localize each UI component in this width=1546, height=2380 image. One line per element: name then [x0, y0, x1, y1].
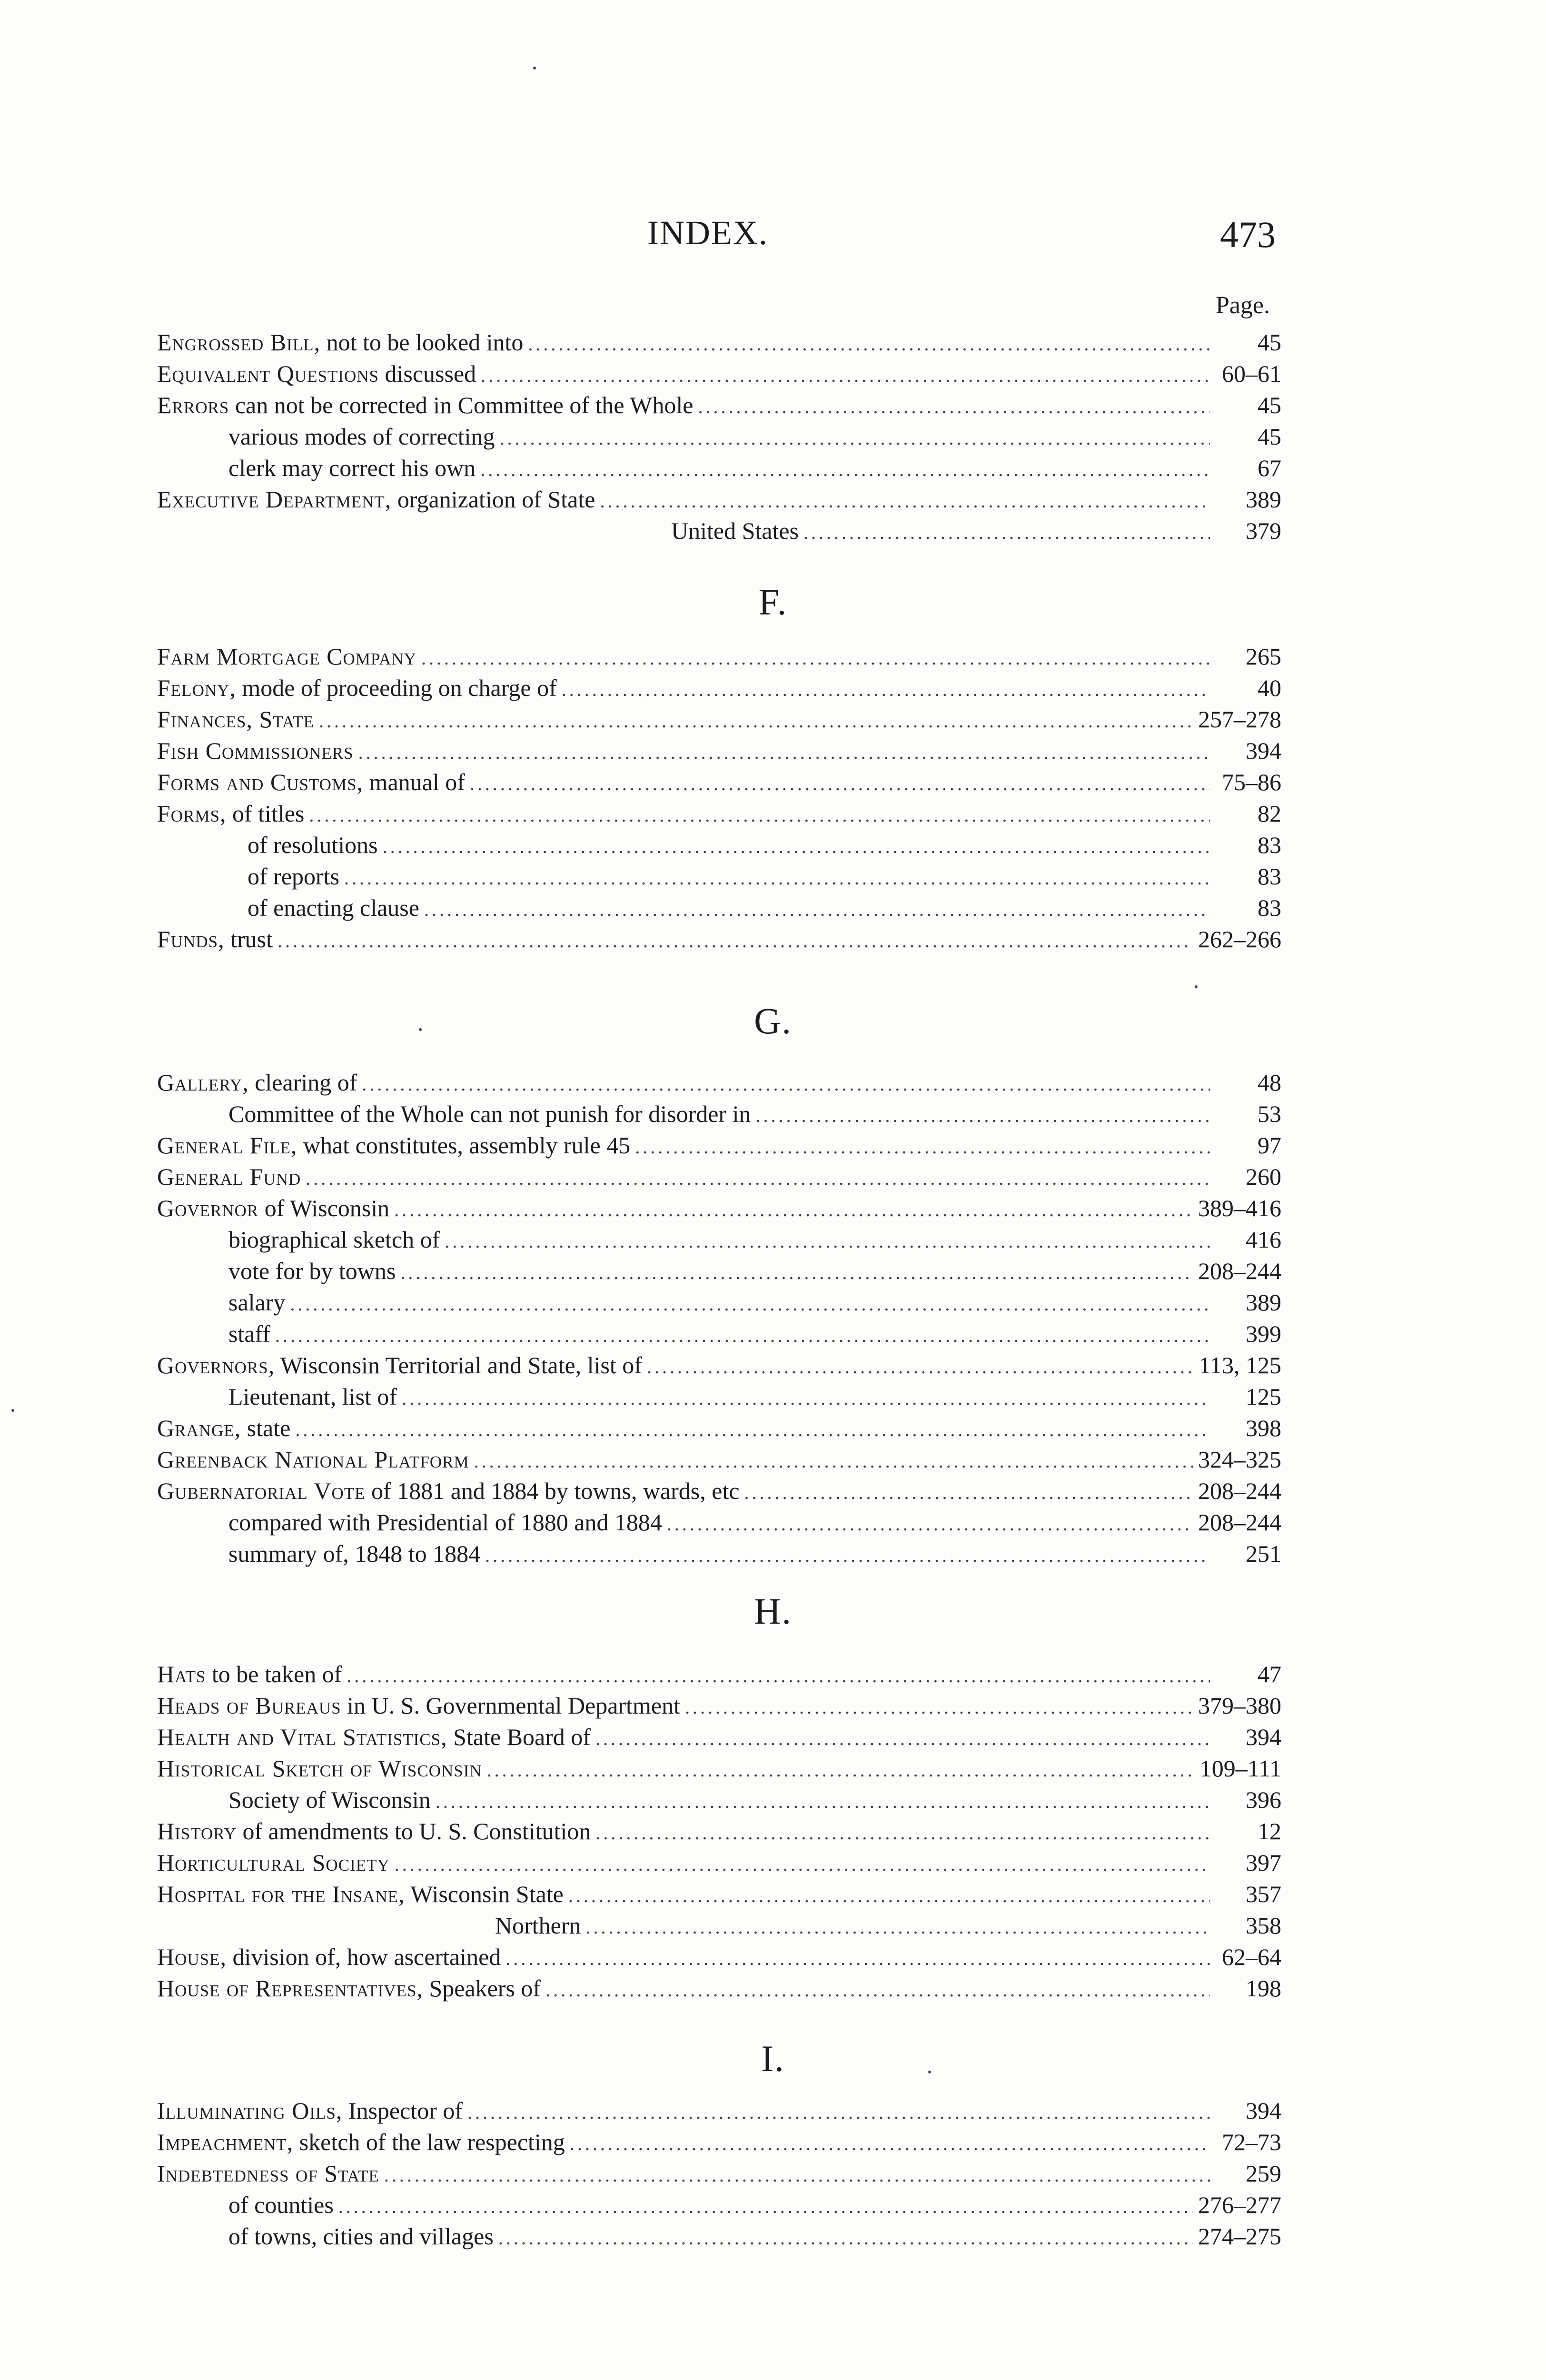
entry-text [157, 1477, 740, 1505]
dot-leader [500, 427, 1210, 449]
entry-heading: Farm Mortgage Company [157, 643, 416, 670]
entry-text [228, 1383, 397, 1410]
dot-leader [505, 1947, 1210, 1970]
entry-description: of resolutions [248, 832, 378, 858]
index-entry [157, 1257, 1281, 1289]
entry-page-number: 45 [1258, 329, 1281, 356]
dot-leader [319, 710, 1193, 732]
entry-heading: Health and Vital Statistics, [157, 1724, 447, 1750]
entry-heading: House of Representatives, [157, 1975, 423, 2002]
dot-leader [436, 1790, 1210, 1813]
index-section-g [157, 1069, 1281, 1571]
entry-text [248, 831, 378, 859]
entry-text [157, 674, 557, 702]
index-entry [157, 454, 1281, 486]
index-entry [157, 2160, 1281, 2191]
index-entry [157, 1289, 1281, 1320]
dot-leader [277, 930, 1193, 952]
entry-description: of Wisconsin [258, 1195, 390, 1221]
entry-page-number: 83 [1258, 863, 1281, 890]
entry-description: division of, how ascertained [227, 1944, 501, 1970]
dot-leader [306, 1167, 1210, 1190]
index-entry [157, 1755, 1281, 1786]
entry-text [157, 737, 354, 764]
index-entry [157, 705, 1281, 737]
entry-text [157, 2097, 463, 2124]
section-letter-h: H. [754, 1590, 792, 1632]
entry-description: Wisconsin State [405, 1881, 564, 1907]
entry-description: to be taken of [206, 1661, 342, 1687]
index-entry [157, 1660, 1281, 1692]
entry-heading: Greenback National Platform [157, 1446, 469, 1473]
entry-page-number: 389 [1246, 1289, 1281, 1316]
entry-text [228, 2191, 334, 2219]
dot-leader [647, 1356, 1194, 1378]
entry-page-number: 12 [1258, 1818, 1281, 1844]
entry-description: Lieutenant, list of [228, 1383, 397, 1410]
index-entry [157, 1383, 1281, 1414]
entry-text [495, 1912, 581, 1939]
entry-page-number: 45 [1258, 392, 1281, 418]
entry-page-number: 40 [1258, 674, 1281, 701]
index-entry [157, 360, 1281, 391]
dot-leader [595, 1822, 1210, 1844]
entry-description: Speakers of [423, 1975, 541, 2002]
entry-description: Northern [495, 1912, 581, 1939]
entry-heading: Equivalent Questions [157, 360, 379, 387]
index-entry [157, 517, 1281, 548]
entry-description: in U. S. Governmental Department [341, 1692, 680, 1719]
index-entry [157, 2191, 1281, 2222]
index-entry [157, 1446, 1281, 1477]
dot-leader [528, 333, 1210, 355]
entry-page-number: 357 [1246, 1881, 1281, 1907]
index-entry [157, 1194, 1281, 1226]
entry-text [157, 800, 304, 827]
entry-text [157, 1163, 301, 1190]
entry-description: biographical sketch of [228, 1226, 440, 1253]
entry-page-number: 389 [1246, 486, 1281, 513]
entry-description: not to be looked into [320, 329, 524, 356]
dot-leader [568, 1884, 1210, 1907]
entry-page-number: 394 [1246, 737, 1281, 764]
entry-description: mode of proceeding on charge of [236, 674, 557, 701]
index-entry [157, 1974, 1281, 2006]
entry-page-number: 262–266 [1198, 926, 1281, 952]
entry-page-number: 276–277 [1198, 2192, 1281, 2218]
index-entry [157, 1414, 1281, 1446]
entry-text [157, 360, 476, 387]
dot-leader [400, 1261, 1193, 1284]
dot-leader [470, 773, 1210, 795]
entry-description: State Board of [447, 1724, 591, 1750]
entry-text [157, 1943, 501, 1971]
dot-leader [445, 1230, 1210, 1252]
index-entry [157, 1226, 1281, 1257]
entry-page-number: 82 [1258, 800, 1281, 827]
entry-text [157, 1069, 357, 1096]
entry-description: of titles [226, 800, 305, 827]
entry-page-number: 394 [1246, 1724, 1281, 1750]
index-entry [157, 1540, 1281, 1571]
entry-page-number: 379 [1246, 517, 1281, 544]
entry-heading: Finances, State [157, 706, 315, 733]
entry-text [157, 1974, 541, 2002]
dot-leader [545, 1979, 1210, 2001]
entry-text [157, 1351, 642, 1379]
entry-page-number: 324–325 [1198, 1446, 1281, 1473]
entry-text [157, 925, 273, 953]
entry-heading: Hospital for the Insane, [157, 1881, 405, 1907]
entry-page-number: 75–86 [1222, 769, 1281, 795]
entry-description: staff [228, 1320, 270, 1347]
index-entry [157, 2222, 1281, 2254]
dot-leader [498, 2227, 1193, 2249]
entry-heading: General Fund [157, 1163, 301, 1190]
entry-heading: Impeachment, [157, 2129, 294, 2155]
entry-page-number: 259 [1246, 2160, 1281, 2187]
entry-heading: Engrossed Bill, [157, 329, 321, 356]
entry-page-number: 394 [1246, 2097, 1281, 2124]
entry-page-number: 416 [1246, 1226, 1281, 1253]
dot-leader [424, 898, 1210, 921]
entry-text [157, 1660, 342, 1688]
entry-page-number: 379–380 [1198, 1692, 1281, 1719]
index-entry [157, 1692, 1281, 1723]
entry-heading: Funds, [157, 926, 225, 952]
dot-leader [290, 1293, 1210, 1315]
index-entry [157, 894, 1281, 925]
index-entry [157, 1163, 1281, 1194]
entry-heading: Illuminating Oils, [157, 2097, 343, 2124]
entry-text [157, 1723, 591, 1751]
entry-description: trust [224, 926, 273, 952]
entry-heading: Forms and Customs, [157, 769, 364, 795]
dot-leader [803, 521, 1210, 544]
scan-speck [533, 67, 536, 69]
entry-description: of 1881 and 1884 by towns, wards, etc [365, 1478, 740, 1504]
index-section-e [157, 328, 1281, 548]
entry-description: of amendments to U. S. Constitution [236, 1818, 591, 1844]
index-entry [157, 800, 1281, 831]
entry-description: what constitutes, assembly rule 45 [297, 1132, 631, 1159]
entry-text [157, 705, 314, 733]
entry-heading: Hats [157, 1661, 206, 1687]
entry-heading: Governors, [157, 1352, 275, 1378]
entry-description: state [241, 1415, 291, 1441]
entry-page-number: 397 [1246, 1849, 1281, 1876]
entry-description: various modes of correcting [228, 423, 495, 450]
entry-heading: Felony, [157, 674, 236, 701]
dot-leader [467, 2101, 1210, 2123]
entry-text [228, 1226, 440, 1253]
page-column-label: Page. [1215, 292, 1270, 319]
entry-page-number: 208–244 [1198, 1509, 1281, 1536]
entry-text [157, 1849, 390, 1876]
index-entry [157, 768, 1281, 800]
entry-text [157, 2128, 565, 2156]
entry-description: Wisconsin Territorial and State, list of [275, 1352, 642, 1378]
entry-description: of counties [228, 2192, 334, 2218]
index-entry [157, 1508, 1281, 1540]
entry-page-number: 53 [1258, 1101, 1281, 1127]
dot-leader [570, 2132, 1210, 2155]
entry-heading: House, [157, 1944, 227, 1970]
dot-leader [275, 1324, 1210, 1347]
dot-leader [338, 2195, 1193, 2218]
dot-leader [698, 396, 1210, 418]
dot-leader [347, 1665, 1210, 1687]
entry-description: manual of [363, 769, 465, 795]
dot-leader [474, 1450, 1193, 1472]
entry-description: sketch of the law respecting [293, 2129, 565, 2155]
entry-description: vote for by towns [228, 1258, 396, 1284]
index-section-h [157, 1660, 1281, 2006]
index-entry [157, 831, 1281, 863]
entry-page-number: 97 [1258, 1132, 1281, 1159]
scan-speck [11, 1409, 14, 1412]
entry-description: Committee of the Whole can not punish for disorder in [228, 1101, 751, 1127]
entry-text [248, 894, 419, 922]
entry-page-number: 83 [1258, 894, 1281, 921]
entry-text [671, 517, 799, 545]
index-entry [157, 925, 1281, 957]
entry-heading: Governor [157, 1195, 259, 1221]
dot-leader [595, 1727, 1210, 1750]
entry-page-number: 396 [1246, 1786, 1281, 1813]
dot-leader [402, 1387, 1210, 1409]
entry-text [157, 1880, 564, 1908]
entry-page-number: 67 [1258, 455, 1281, 481]
dot-leader [384, 2164, 1210, 2186]
section-letter-g: G. [754, 1000, 792, 1041]
entry-text [228, 1508, 662, 1536]
entry-description: United States [671, 517, 799, 544]
entry-heading: Grange, [157, 1415, 241, 1441]
dot-leader [744, 1481, 1193, 1504]
entry-description: can not be corrected in Committee of the Whole [229, 392, 694, 418]
index-section-f [157, 643, 1281, 957]
entry-heading: Fish Commissioners [157, 737, 354, 764]
entry-description: of enacting clause [248, 894, 419, 921]
entry-page-number: 208–244 [1198, 1478, 1281, 1504]
entry-text [157, 391, 693, 419]
entry-page-number: 48 [1258, 1069, 1281, 1096]
section-letter-i: I. [761, 2038, 785, 2079]
index-entry [157, 1880, 1281, 1912]
entry-text [228, 454, 476, 482]
entry-description: organization of State [391, 486, 595, 513]
entry-description: Society of Wisconsin [228, 1786, 431, 1813]
entry-page-number: 45 [1258, 423, 1281, 450]
dot-leader [383, 835, 1210, 858]
index-entry [157, 1131, 1281, 1163]
dot-leader [667, 1513, 1193, 1535]
index-section-i [157, 2097, 1281, 2254]
entry-description: Inspector of [342, 2097, 463, 2124]
index-entry [157, 643, 1281, 674]
index-entry [157, 1351, 1281, 1383]
index-entry [157, 1912, 1281, 1943]
entry-text [228, 2222, 494, 2250]
section-letter-f: F. [758, 581, 788, 623]
entry-heading: History [157, 1818, 237, 1844]
index-entry [157, 423, 1281, 454]
entry-text [228, 1100, 751, 1128]
index-entry [157, 863, 1281, 894]
entry-text [157, 328, 523, 356]
dot-leader [481, 364, 1210, 387]
dot-leader [600, 490, 1210, 512]
dot-leader [487, 1759, 1195, 1781]
entry-text [157, 768, 465, 796]
dot-leader [586, 1916, 1210, 1938]
entry-description: of towns, cities and villages [228, 2223, 494, 2250]
entry-page-number: 399 [1246, 1320, 1281, 1347]
entry-text [228, 1320, 270, 1348]
entry-heading: Horticultural Society [157, 1849, 390, 1876]
entry-page-number: 109–111 [1199, 1755, 1281, 1782]
entry-text [157, 1194, 389, 1222]
entry-text [157, 1755, 482, 1782]
entry-heading: Heads of Bureaus [157, 1692, 341, 1719]
entry-text [157, 1817, 591, 1845]
entry-page-number: 125 [1246, 1383, 1281, 1410]
entry-page-number: 398 [1246, 1415, 1281, 1441]
entry-page-number: 251 [1246, 1540, 1281, 1567]
entry-description: clearing of [248, 1069, 357, 1096]
entry-page-number: 60–61 [1222, 360, 1281, 387]
index-entry [157, 1723, 1281, 1755]
scan-speck [1195, 985, 1198, 988]
dot-leader [755, 1104, 1210, 1127]
entry-heading: General File, [157, 1132, 297, 1159]
scan-speck [928, 2071, 931, 2073]
entry-text [157, 1414, 290, 1442]
index-entry [157, 1100, 1281, 1131]
index-entry [157, 1943, 1281, 1974]
entry-heading: Indebtedness of State [157, 2160, 379, 2187]
entry-page-number: 265 [1246, 643, 1281, 670]
entry-text [248, 863, 339, 890]
entry-description: of reports [248, 863, 339, 890]
index-entry [157, 1069, 1281, 1100]
entry-page-number: 208–244 [1198, 1258, 1281, 1284]
dot-leader [562, 678, 1210, 701]
entry-text [157, 486, 595, 513]
entry-description: discussed [378, 360, 476, 387]
entry-heading: Gubernatorial Vote [157, 1478, 366, 1504]
entry-text [157, 1446, 469, 1473]
entry-page-number: 198 [1246, 1975, 1281, 2002]
index-entry [157, 1817, 1281, 1849]
entry-description: summary of, 1848 to 1884 [228, 1540, 481, 1567]
entry-text [228, 1786, 431, 1814]
index-entry [157, 328, 1281, 360]
entry-page-number: 257–278 [1198, 706, 1281, 733]
dot-leader [480, 458, 1210, 481]
entry-page-number: 62–64 [1222, 1944, 1281, 1970]
entry-page-number: 83 [1258, 832, 1281, 858]
dot-leader [358, 741, 1210, 764]
entry-page-number: 274–275 [1198, 2223, 1281, 2250]
index-entry [157, 2097, 1281, 2128]
header-title: INDEX. [647, 214, 768, 252]
dot-leader [394, 1199, 1193, 1221]
entry-page-number: 72–73 [1222, 2129, 1281, 2155]
entry-text [157, 2160, 379, 2187]
index-entry [157, 1786, 1281, 1817]
entry-description: clerk may correct his own [228, 455, 476, 481]
entry-text [157, 1692, 680, 1719]
entry-page-number: 358 [1246, 1912, 1281, 1939]
page-header [600, 213, 1276, 256]
dot-leader [685, 1696, 1193, 1718]
entry-text [228, 1540, 480, 1567]
header-page-number: 473 [1220, 214, 1276, 255]
index-entry [157, 737, 1281, 768]
index-entry [157, 2128, 1281, 2160]
entry-heading: Historical Sketch of Wisconsin [157, 1755, 482, 1782]
dot-leader [395, 1853, 1210, 1875]
dot-leader [635, 1136, 1210, 1158]
entry-page-number: 389–416 [1198, 1195, 1281, 1221]
index-entry [157, 486, 1281, 517]
dot-leader [309, 804, 1210, 826]
dot-leader [344, 867, 1210, 889]
dot-leader [421, 647, 1210, 669]
dot-leader [295, 1418, 1210, 1441]
index-entry [157, 674, 1281, 705]
entry-page-number: 47 [1258, 1661, 1281, 1687]
entry-description: compared with Presidential of 1880 and 1884 [228, 1509, 662, 1536]
entry-text [228, 423, 495, 450]
entry-page-number: 113, 125 [1199, 1352, 1281, 1378]
index-entry [157, 1477, 1281, 1508]
entry-page-number: 260 [1246, 1163, 1281, 1190]
index-entry [157, 391, 1281, 423]
entry-text [228, 1257, 396, 1285]
entry-text [157, 1131, 630, 1159]
index-entry [157, 1849, 1281, 1880]
index-entry [157, 1320, 1281, 1351]
entry-heading: Gallery, [157, 1069, 249, 1096]
scan-speck [419, 1028, 422, 1031]
entry-text [228, 1289, 285, 1316]
entry-description: salary [228, 1289, 286, 1316]
entry-heading: Executive Department, [157, 486, 392, 513]
entry-heading: Errors [157, 392, 229, 418]
entry-text [157, 643, 416, 670]
dot-leader [485, 1544, 1210, 1567]
dot-leader [362, 1073, 1210, 1095]
entry-heading: Forms, [157, 800, 227, 827]
